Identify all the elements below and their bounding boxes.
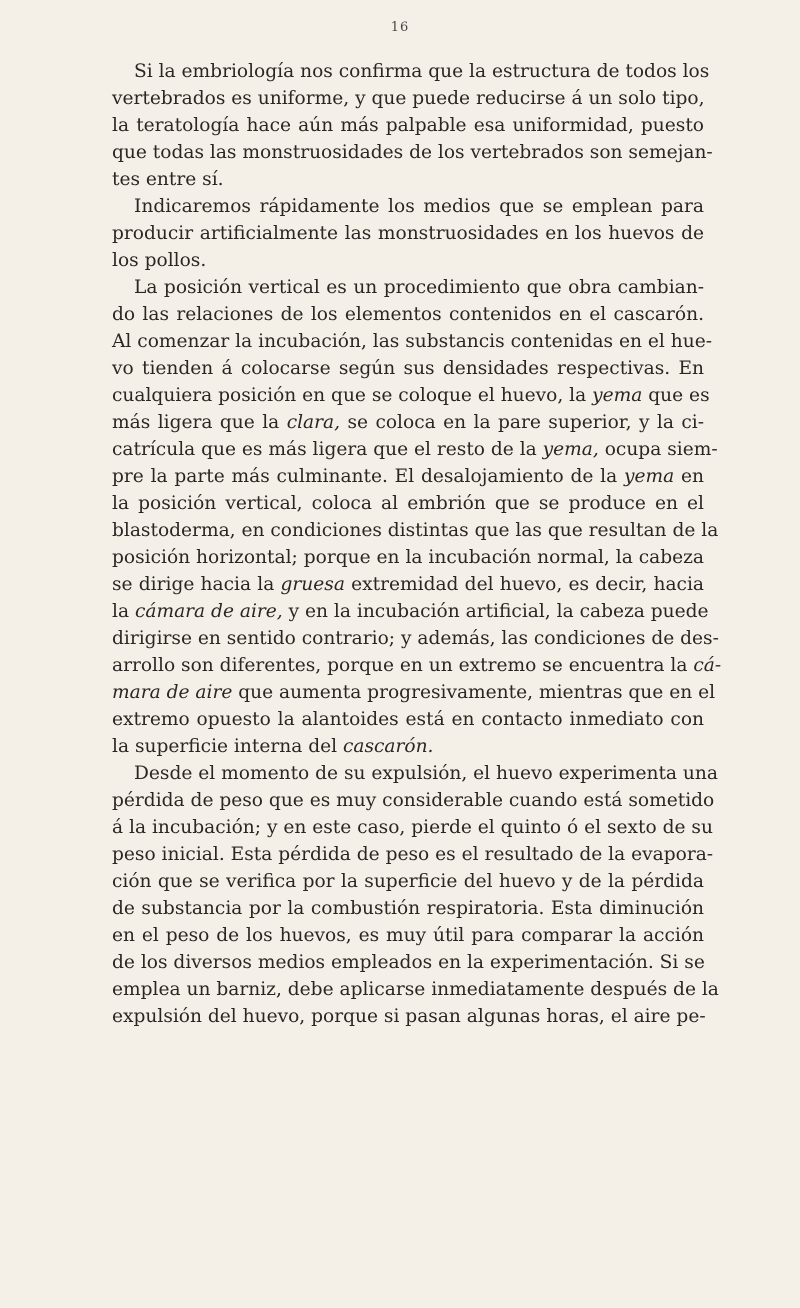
body-text (112, 58, 722, 1030)
italic-term: mara de aire (112, 682, 233, 703)
text-segment: vo tienden á colocarse según sus densidades respectivas. En (112, 358, 704, 379)
text-line (112, 328, 712, 355)
italic-term: cámara de aire, (134, 601, 283, 622)
text-line (112, 868, 704, 895)
italic-term: cá- (693, 655, 722, 676)
text-segment: de substancia por la combustión respiratoria. Esta diminución (112, 898, 704, 919)
text-line (112, 976, 719, 1003)
text-line (112, 679, 716, 706)
text-segment: arrollo son diferentes, porque en un extremo se encuentra la (112, 655, 694, 676)
italic-term: cascarón. (342, 736, 434, 757)
text-segment: posición horizontal; porque en la incubación normal, la cabeza (112, 547, 704, 568)
text-segment: catrícula que es más ligera que el resto de la (112, 439, 543, 460)
text-segment: de los diversos medios empleados en la experimentación. Si se (112, 952, 705, 973)
text-line (112, 598, 709, 625)
text-line (112, 247, 704, 274)
text-segment: blastoderma, en condiciones distintas que las que resultan de la (112, 520, 719, 541)
text-line (112, 220, 704, 247)
text-segment: producir artificialmente las monstruosidades en los huevos de (112, 223, 704, 244)
text-segment: cualquiera posición en que se coloque el huevo, la (112, 385, 593, 406)
text-segment: Desde el momento de su expulsión, el huevo experimenta una (134, 763, 718, 784)
text-line (112, 58, 710, 85)
text-line (112, 625, 719, 652)
text-segment: Al comenzar la incubación, las substancis contenidas en el hue- (112, 331, 712, 352)
text-line (112, 571, 704, 598)
text-segment: la superficie interna del (112, 736, 343, 757)
text-line (112, 436, 718, 463)
text-segment: los pollos. (112, 250, 207, 271)
text-line (112, 922, 704, 949)
text-line (112, 949, 704, 976)
text-line (112, 1003, 704, 1030)
text-segment: se dirige hacia la (112, 574, 281, 595)
text-segment: la posición vertical, coloca al embrión que se produce en el (112, 493, 704, 514)
text-line (112, 652, 722, 679)
text-line (112, 733, 704, 760)
text-line (112, 517, 719, 544)
text-segment: peso inicial. Esta pérdida de peso es el resultado de la evapora- (112, 844, 714, 865)
italic-term: yema (592, 385, 643, 406)
text-line (112, 706, 704, 733)
text-line (112, 166, 704, 193)
text-line (112, 274, 704, 301)
text-line (112, 139, 713, 166)
text-segment: ocupa siem- (598, 439, 718, 460)
text-segment: expulsión del huevo, porque si pasan algunas horas, el aire pe- (112, 1006, 706, 1027)
text-segment: que todas las monstruosidades de los vertebrados son semejan- (112, 142, 713, 163)
text-segment: que es (642, 385, 710, 406)
italic-term: clara, (286, 412, 341, 433)
text-segment: Si la embriología nos confirma que la estructura de todos los (134, 61, 710, 82)
italic-term: yema (624, 466, 675, 487)
text-line (112, 355, 704, 382)
text-segment: que aumenta progresivamente, mientras que en el (232, 682, 716, 703)
text-segment: extremidad del huevo, es decir, hacia (344, 574, 704, 595)
text-line (112, 382, 710, 409)
text-line (112, 193, 704, 220)
text-segment: más ligera que la (112, 412, 287, 433)
text-segment: do las relaciones de los elementos contenidos en el cascarón. (112, 304, 704, 325)
text-segment: extremo opuesto la alantoides está en contacto inmediato con (112, 709, 704, 730)
text-segment: Indicaremos rápidamente los medios que se emplean para (134, 196, 704, 217)
text-line (112, 85, 704, 112)
text-segment: pérdida de peso que es muy considerable cuando está sometido (112, 790, 715, 811)
text-segment: la (112, 601, 135, 622)
text-line (112, 841, 714, 868)
text-segment: pre la parte más culminante. El desalojamiento de la (112, 466, 624, 487)
italic-term: yema, (542, 439, 599, 460)
text-line (112, 787, 715, 814)
text-line (112, 409, 704, 436)
text-segment: y en la incubación artificial, la cabeza puede (282, 601, 709, 622)
text-segment: en el peso de los huevos, es muy útil para comparar la acción (112, 925, 704, 946)
text-line (112, 544, 704, 571)
text-line (112, 895, 704, 922)
text-segment: á la incubación; y en este caso, pierde el quinto ó el sexto de su (112, 817, 713, 838)
text-segment: tes entre sí. (112, 169, 224, 190)
text-line (112, 463, 704, 490)
italic-term: gruesa (280, 574, 345, 595)
text-segment: la teratología hace aún más palpable esa uniformidad, puesto (112, 115, 704, 136)
text-line (112, 112, 704, 139)
text-segment: se coloca en la pare superior, y la ci- (340, 412, 704, 433)
page-number: 16 (390, 20, 410, 35)
text-segment: La posición vertical es un procedimiento que obra cambian- (134, 277, 704, 298)
text-segment: dirigirse en sentido contrario; y además, las condiciones de des- (112, 628, 719, 649)
text-segment: emplea un barniz, debe aplicarse inmediatamente después de la (112, 979, 719, 1000)
text-segment: en (674, 466, 704, 487)
text-line (112, 814, 713, 841)
text-line (112, 490, 704, 517)
text-line (112, 760, 718, 787)
text-line (112, 301, 704, 328)
text-segment: vertebrados es uniforme, y que puede reducirse á un solo tipo, (112, 88, 705, 109)
text-segment: ción que se verifica por la superficie del huevo y de la pérdida (112, 871, 704, 892)
